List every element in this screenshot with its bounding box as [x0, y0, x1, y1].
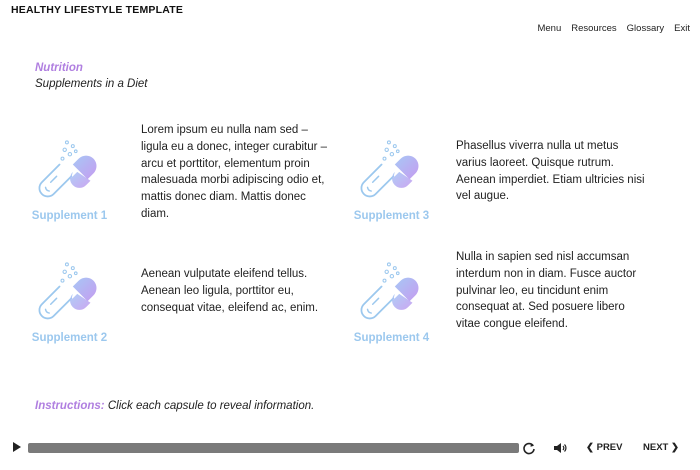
section-title: Nutrition [35, 62, 83, 74]
replay-icon[interactable] [522, 441, 536, 455]
instructions-label: Instructions: [35, 400, 105, 412]
progress-bar[interactable] [28, 443, 519, 453]
supplement-2-text: Aenean vulputate eleifend tellus. Aenean leo ligula, porttitor eu, consequat vitae, eleifend ac, enim. [141, 268, 319, 314]
play-icon[interactable] [13, 442, 21, 452]
volume-icon[interactable] [553, 441, 567, 455]
next-label: NEXT [643, 442, 669, 453]
exit-link[interactable]: Exit [674, 23, 690, 34]
menu-link[interactable]: Menu [537, 23, 562, 34]
supplement-1-text: Lorem ipsum eu nulla nam sed – ligula eu a donec, integer curabitur – arcu et porttitor, elementum proin malesuada morbi adipiscing odio et, mattis donec diam. Mattis donec diam. [141, 124, 328, 220]
instructions [35, 400, 314, 412]
capsule-icon [344, 138, 439, 208]
resources-link[interactable]: Resources [571, 23, 617, 34]
capsule-icon [22, 260, 117, 330]
chevron-right-icon: ❯ [670, 442, 679, 453]
capsule-icon [22, 138, 117, 208]
chevron-left-icon: ❮ [586, 442, 594, 453]
supplement-4-capsule[interactable] [344, 260, 439, 350]
next-button[interactable] [643, 442, 679, 453]
top-nav [537, 23, 690, 34]
supplement-2-capsule[interactable] [22, 260, 117, 350]
prev-button[interactable] [586, 442, 622, 453]
supplement-2-label: Supplement 2 [31, 332, 108, 344]
supplement-3-label: Supplement 3 [353, 210, 430, 222]
instructions-text: Click each capsule to reveal information. [107, 400, 315, 412]
supplement-1-capsule[interactable] [22, 138, 117, 228]
player-bar [0, 436, 700, 460]
supplement-1-label: Supplement 1 [31, 210, 108, 222]
capsule-icon [344, 260, 439, 330]
supplement-3-capsule[interactable] [344, 138, 439, 228]
glossary-link[interactable]: Glossary [626, 23, 665, 34]
supplement-4-label: Supplement 4 [353, 332, 430, 344]
supplement-4-text: Nulla in sapien sed nisl accumsan interdum non in diam. Fusce auctor pulvinar leo, eu tincidunt enim consequat at. Sed posuere libero vitae congue eleifend. [456, 251, 637, 331]
supplement-3-text: Phasellus viverra nulla ut metus varius laoreet. Quisque rutrum. Aenean imperdiet. Etiam ultricies nisi vel augue. [456, 140, 645, 203]
section-subtitle: Supplements in a Diet [35, 78, 148, 90]
prev-label: PREV [596, 442, 623, 453]
app-title: HEALTHY LIFESTYLE TEMPLATE [11, 4, 184, 16]
